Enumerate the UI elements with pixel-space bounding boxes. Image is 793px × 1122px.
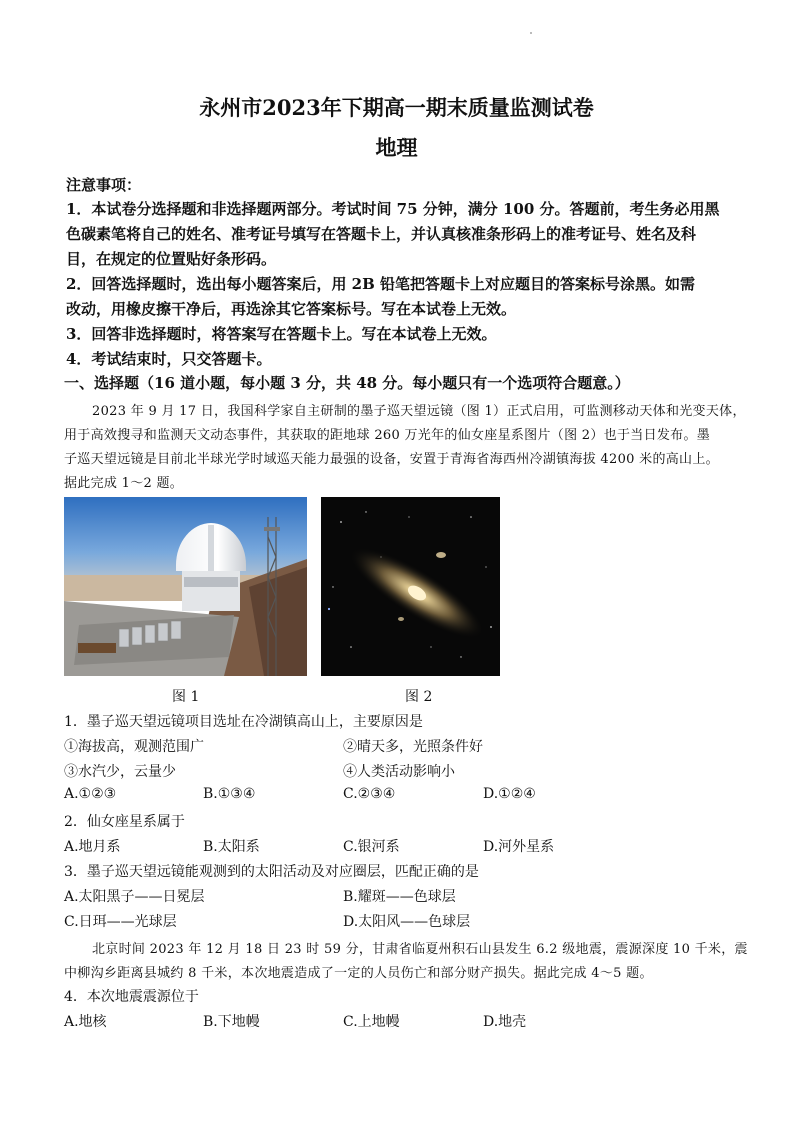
material-line: 用于高效搜寻和监测天文动态事件，其获取的距地球 260 万光年的仙女座星系图片（图 2）也于当日发布。墨 <box>64 428 711 443</box>
notice-line: 3．回答非选择题时，将答案写在答题卡上。写在本试卷上无效。 <box>66 325 497 343</box>
q1-item: ④人类活动影响小 <box>343 764 455 780</box>
material-line: 北京时间 2023 年 12 月 18 日 23 时 59 分，甘肃省临夏州积石山县发生 6.2 级地震，震源深度 10 千米，震 <box>92 942 748 957</box>
q2-option-c: C.银河系 <box>343 839 400 855</box>
galaxy-photo <box>321 497 500 676</box>
scan-dot <box>530 32 532 34</box>
notice-line: 1．本试卷分选择题和非选择题两部分。考试时间 75 分钟，满分 100 分。答题前，考生务必用黑 <box>66 200 720 218</box>
q1-item: ①海拔高，观测范围广 <box>64 739 204 755</box>
question-4-stem: 4．本次地震震源位于 <box>64 989 199 1005</box>
notice-line: 色碳素笔将自己的姓名、准考证号填写在答题卡上，并认真核准条形码上的准考证号、姓名及科 <box>66 225 697 243</box>
figure-2-caption: 图 2 <box>405 689 433 705</box>
q1-item: ②晴天多，光照条件好 <box>343 739 483 755</box>
notice-line: 2．回答选择题时，选出每小题答案后，用 2B 铅笔把答题卡上对应题目的答案标号涂黑。如需 <box>66 275 696 293</box>
q1-item: ③水汽少，云量少 <box>64 764 176 780</box>
q1-option-a: A.①②③ <box>64 786 117 802</box>
subject-title: 地理 <box>375 135 418 160</box>
q2-option-b: B.太阳系 <box>203 839 260 855</box>
material-line: 中柳沟乡距离县城约 8 千米，本次地震造成了一定的人员伤亡和部分财产损失。据此完成 4～5 题。 <box>64 966 653 981</box>
figure-1-caption: 图 1 <box>172 689 200 705</box>
material-line: 据此完成 1～2 题。 <box>64 476 184 491</box>
material-line: 2023 年 9 月 17 日，我国科学家自主研制的墨子巡天望远镜（图 1）正式启用，可监测移动天体和光变天体， <box>92 404 746 419</box>
q3-option-d: D.太阳风——色球层 <box>343 914 471 930</box>
notice-line: 目，在规定的位置贴好条形码。 <box>66 250 277 268</box>
question-1-stem: 1．墨子巡天望远镜项目选址在冷湖镇高山上，主要原因是 <box>64 714 423 730</box>
q3-option-b: B.耀斑——色球层 <box>343 889 456 905</box>
material-line: 子巡天望远镜是目前北半球光学时域巡天能力最强的设备，安置于青海省海西州冷湖镇海拔 4200 米的高山上。 <box>64 452 719 467</box>
q3-option-a: A.太阳黑子——日冕层 <box>64 889 205 905</box>
question-2-stem: 2．仙女座星系属于 <box>64 814 185 830</box>
q3-option-c: C.日珥——光球层 <box>64 914 177 930</box>
notice-heading: 注意事项： <box>66 176 142 194</box>
section-heading: 一、选择题（16 道小题，每小题 3 分，共 48 分。每小题只有一个选项符合题意。） <box>64 374 630 392</box>
q1-option-b: B.①③④ <box>203 786 256 802</box>
q4-option-c: C.上地幔 <box>343 1014 400 1030</box>
q4-option-d: D.地壳 <box>483 1014 527 1030</box>
q4-option-b: B.下地幔 <box>203 1014 260 1030</box>
q1-option-c: C.②③④ <box>343 786 396 802</box>
exam-title: 永州市2023年下期高一期末质量监测试卷 <box>199 95 594 120</box>
q2-option-a: A.地月系 <box>64 839 121 855</box>
notice-line: 4．考试结束时，只交答题卡。 <box>66 350 272 368</box>
question-3-stem: 3．墨子巡天望远镜能观测到的太阳活动及对应圈层，匹配正确的是 <box>64 864 479 880</box>
q4-option-a: A.地核 <box>64 1014 107 1030</box>
telescope-photo <box>64 497 307 676</box>
notice-line: 改动，用橡皮擦干净后，再选涂其它答案标号。写在本试卷上无效。 <box>66 300 517 318</box>
q1-option-d: D.①②④ <box>483 786 536 802</box>
q2-option-d: D.河外星系 <box>483 839 555 855</box>
